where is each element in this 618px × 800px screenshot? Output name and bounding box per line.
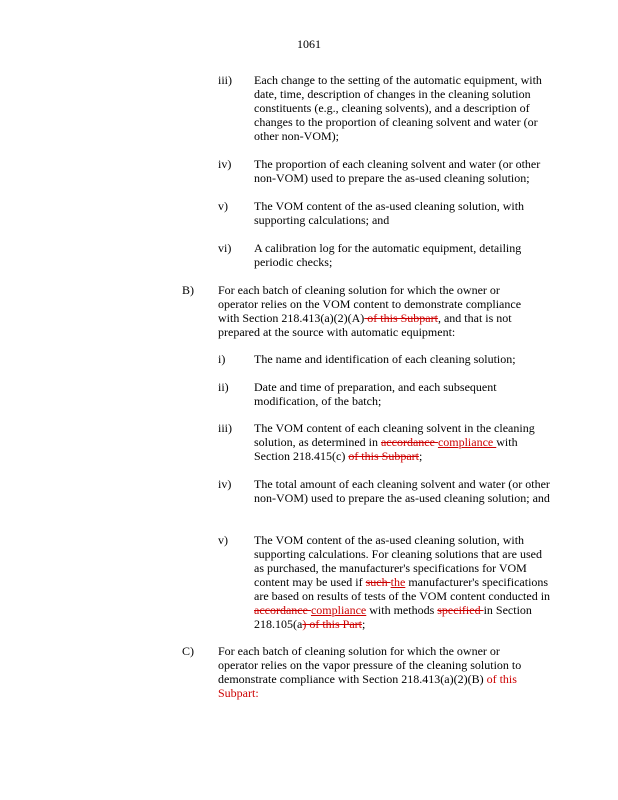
item-label: ii) — [218, 380, 229, 394]
deleted-text: ) of this Part — [302, 617, 362, 631]
item-text: A calibration log for the automatic equipment, detailing periodic checks; — [254, 241, 522, 269]
item-text — [218, 644, 538, 700]
added-text: : — [255, 686, 259, 700]
item-text: Date and time of preparation, and each subsequent modification, of the batch; — [254, 380, 497, 408]
item-label: vi) — [218, 241, 232, 255]
inserted-text: compliance — [437, 435, 497, 449]
text-run: For each batch of cleaning solution for which the owner or operator relies on the VOM content to demonstrate compliance with Section 218.413(a)(2)(A) — [218, 283, 522, 325]
item-label: v) — [218, 533, 228, 547]
text-run: , and that is not prepared at the source with automatic equipment: — [218, 311, 512, 339]
item-text — [254, 421, 554, 463]
deleted-text: of this Subpart — [364, 311, 438, 325]
item-label: C) — [182, 644, 194, 658]
item-label: iii) — [218, 73, 232, 87]
item-label: iv) — [218, 477, 232, 491]
item-label: iv) — [218, 157, 232, 171]
item-text: The name and identification of each cleaning solution; — [254, 352, 516, 366]
deleted-text: specified — [437, 603, 484, 617]
page-number: 1061 — [297, 37, 321, 51]
inserted-text: compliance — [310, 603, 367, 617]
item-label: B) — [182, 283, 194, 297]
item-text: The total amount of each cleaning solvent and water (or other non-VOM) used to prepare the as-used cleaning solution; and — [254, 477, 550, 505]
deleted-text: of this Subpart — [348, 449, 419, 463]
item-label: v) — [218, 199, 228, 213]
text-run: ; — [418, 449, 423, 463]
text-run: with methods — [366, 603, 438, 617]
text-run: For each batch of cleaning solution for which the owner or operator relies on the vapor pressure of the cleaning solution to demonstrate compliance with Section 218.413(a)(2)(B) — [218, 644, 522, 686]
deleted-text: accordance — [254, 603, 311, 617]
text-run: with Section 218.415(c) — [254, 435, 518, 463]
text-run: The VOM content of each cleaning solvent in the cleaning solution, as determined in — [254, 421, 535, 449]
deleted-text: such — [365, 575, 391, 589]
text-run: manufacturer's specifications are based on results of tests of the VOM content conducted in — [254, 575, 551, 603]
item-label: i) — [218, 352, 226, 366]
text-run: in Section 218.105(a — [254, 603, 532, 631]
item-text: The proportion of each cleaning solvent and water (or other non-VOM) used to prepare the as-used cleaning solution; — [254, 157, 541, 185]
added-text: of this Subpart — [218, 672, 517, 700]
item-label: iii) — [218, 421, 232, 435]
item-text — [218, 283, 538, 339]
deleted-text: accordance — [380, 435, 438, 449]
text-run: The VOM content of the as-used cleaning solution, with supporting calculations. For cleaning solutions that are used as purchased, the manufacturer's specifications for VOM content may be used if — [254, 533, 542, 589]
item-text — [254, 533, 554, 631]
item-text: The VOM content of the as-used cleaning solution, with supporting calculations; and — [254, 199, 525, 227]
inserted-text: the — [390, 575, 406, 589]
text-run: ; — [362, 617, 366, 631]
item-text: Each change to the setting of the automatic equipment, with date, time, description of changes in the cleaning solution constituents (e.g., cleaning solvents), and a description of changes to the proportion of cleaning solvent and water (or other non-VOM); — [254, 73, 542, 143]
